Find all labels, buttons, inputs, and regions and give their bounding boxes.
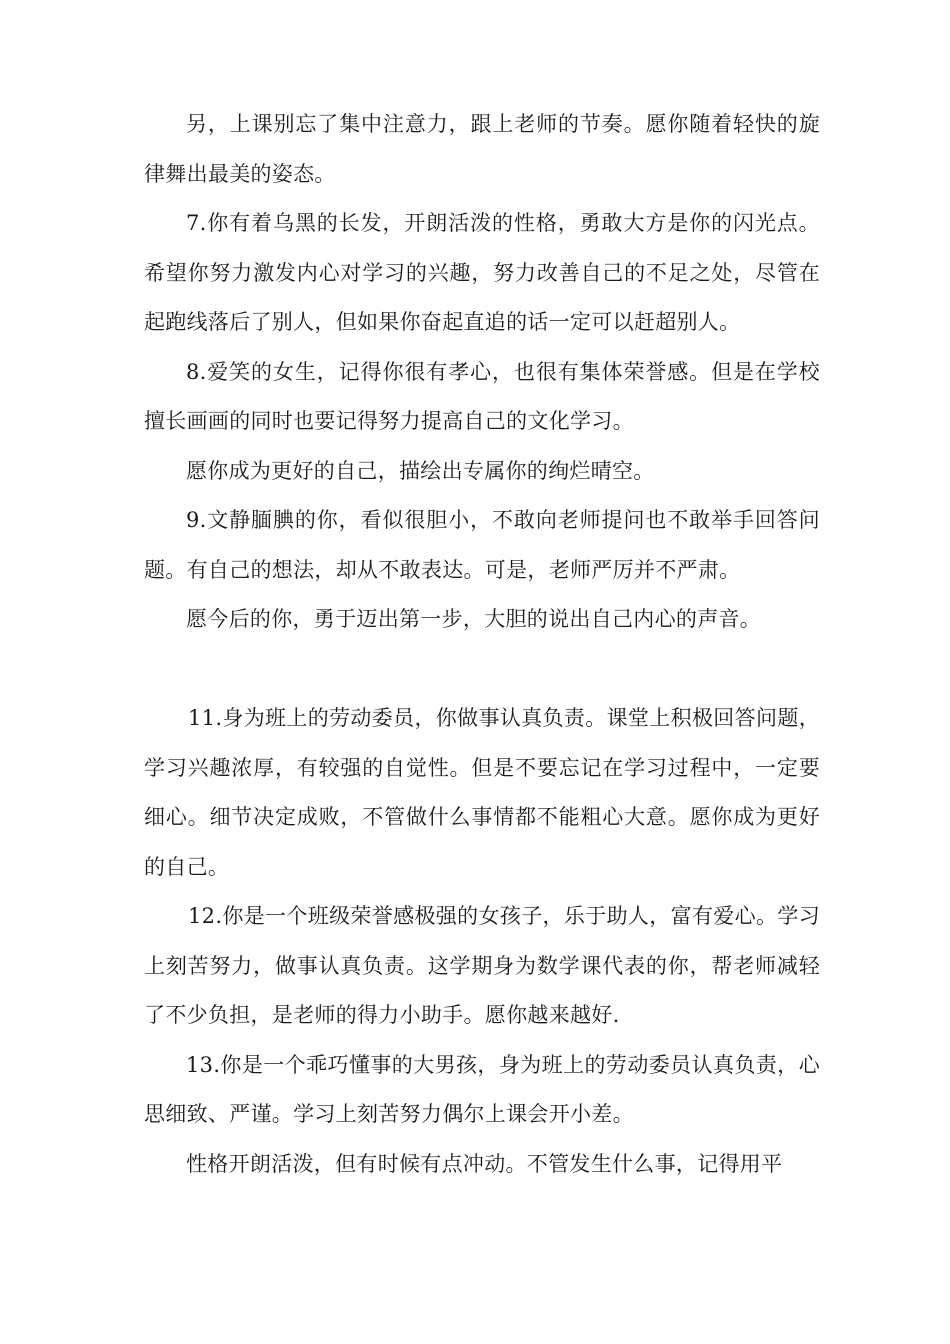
paragraph-4: 愿你成为更好的自己，描绘出专属你的绚烂晴空。 — [186, 458, 655, 483]
paragraph-gap — [144, 645, 820, 695]
paragraph-3: 8.爱笑的女生，记得你很有孝心，也很有集体荣誉感。但是在学校擅长画画的同时也要记得努力提高自己的文化学习。 — [144, 359, 820, 433]
paragraph-8: 12.你是一个班级荣誉感极强的女孩子，乐于助人，富有爱心。学习上刻苦努力，做事认真负责。这学期身为数学课代表的你，帮老师减轻了不少负担，是老师的得力小助手。愿你越来越好. — [144, 904, 820, 1027]
paragraph-9: 13.你是一个乖巧懂事的大男孩，身为班上的劳动委员认真负责，心思细致、严谨。学习上刻苦努力偶尔上课会开小差。 — [144, 1052, 820, 1126]
paragraph-7: 11.身为班上的劳动委员，你做事认真负责。课堂上积极回答问题，学习兴趣浓厚，有较强的自觉性。但是不要忘记在学习过程中，一定要细心。细节决定成败，不管做什么事情都不能粗心大意。愿你成为更好的自己。 — [144, 706, 820, 879]
paragraph-1: 另，上课别忘了集中注意力，跟上老师的节奏。愿你随着轻快的旋律舞出最美的姿态。 — [144, 112, 820, 186]
paragraph-2: 7.你有着乌黑的长发，开朗活泼的性格，勇敢大方是你的闪光点。希望你努力激发内心对学习的兴趣，努力改善自己的不足之处，尽管在起跑线落后了别人，但如果你奋起直追的话一定可以赶超别人。 — [144, 211, 820, 334]
paragraph-5: 9.文静腼腆的你，看似很胆小，不敢向老师提问也不敢举手回答问题。有自己的想法，却从不敢表达。可是，老师严厉并不严肃。 — [144, 508, 820, 582]
document-body — [144, 100, 820, 1189]
paragraph-10: 性格开朗活泼，但有时候有点冲动。不管发生什么事，记得用平 — [186, 1151, 783, 1176]
paragraph-6: 愿今后的你，勇于迈出第一步，大胆的说出自己内心的声音。 — [186, 607, 762, 631]
